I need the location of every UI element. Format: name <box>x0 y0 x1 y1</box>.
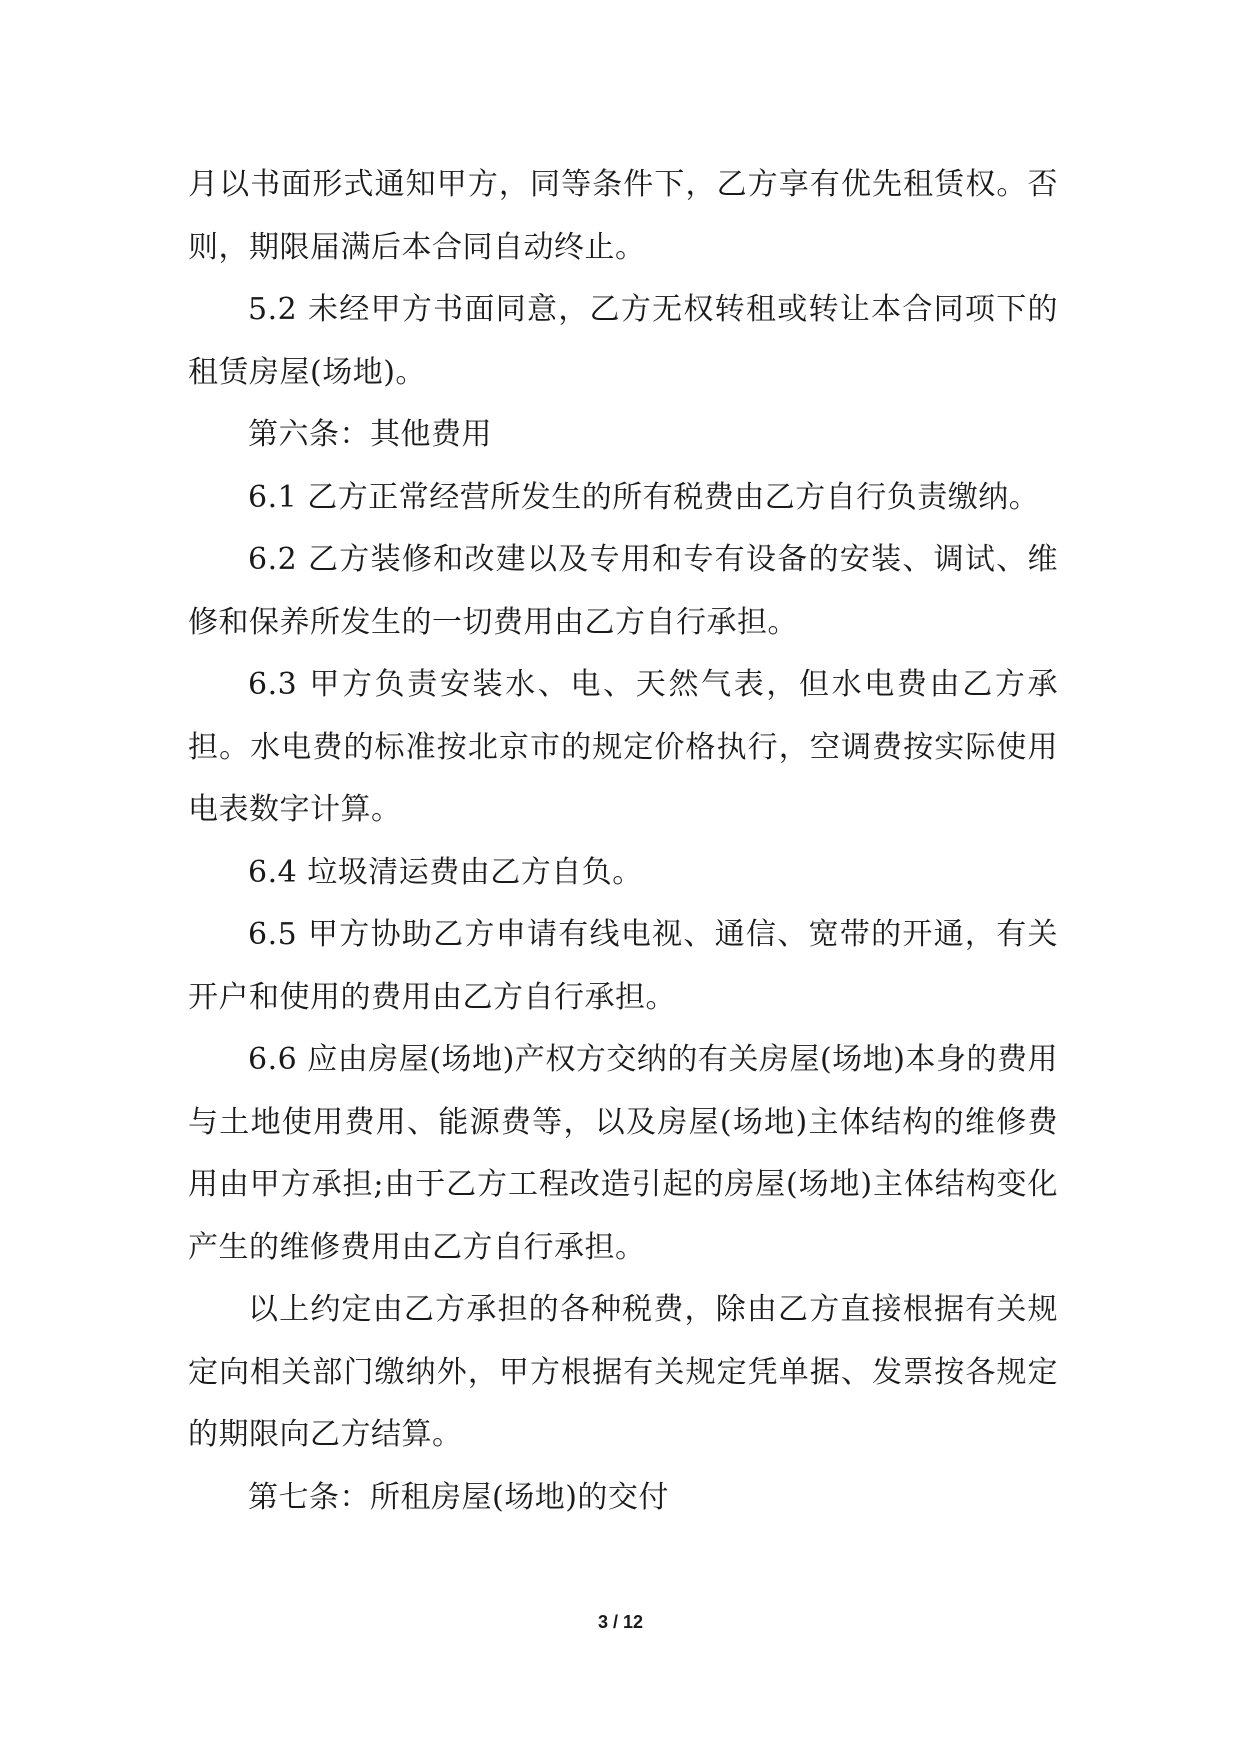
paragraph-6-6: 6.6 应由房屋(场地)产权方交纳的有关房屋(场地)本身的费用与土地使用费用、能源费等，以及房屋(场地)主体结构的维修费用由甲方承担;由于乙方工程改造引起的房屋(场地)主体结构变化产生的维修费用由乙方自行承担。 <box>188 1042 1058 1265</box>
paragraph-continuation: 月以书面形式通知甲方，同等条件下，乙方享有优先租赁权。否则，期限届满后本合同自动终止。 <box>188 167 1058 265</box>
section-heading-article-7: 第七条：所租房屋(场地)的交付 <box>248 1479 669 1515</box>
paragraph-6-2: 6.2 乙方装修和改建以及专用和专有设备的安装、调试、维修和保养所发生的一切费用由乙方自行承担。 <box>188 542 1058 640</box>
document-body <box>188 154 1058 1529</box>
paragraph-tax-settlement: 以上约定由乙方承担的各种税费，除由乙方直接根据有关规定向相关部门缴纳外，甲方根据有关规定凭单据、发票按各规定的期限向乙方结算。 <box>188 1292 1058 1452</box>
page-number: 3 / 12 <box>597 1612 644 1632</box>
paragraph-6-1: 6.1 乙方正常经营所发生的所有税费由乙方自行负责缴纳。 <box>248 479 1040 515</box>
paragraph-6-3: 6.3 甲方负责安装水、电、天然气表，但水电费由乙方承担。水电费的标准按北京市的规定价格执行，空调费按实际使用电表数字计算。 <box>188 667 1058 827</box>
paragraph-6-5: 6.5 甲方协助乙方申请有线电视、通信、宽带的开通，有关开户和使用的费用由乙方自行承担。 <box>188 917 1058 1015</box>
paragraph-5-2: 5.2 未经甲方书面同意，乙方无权转租或转让本合同项下的租赁房屋(场地)。 <box>188 292 1058 390</box>
paragraph-6-4: 6.4 垃圾清运费由乙方自负。 <box>248 854 643 890</box>
section-heading-article-6: 第六条：其他费用 <box>248 417 492 452</box>
